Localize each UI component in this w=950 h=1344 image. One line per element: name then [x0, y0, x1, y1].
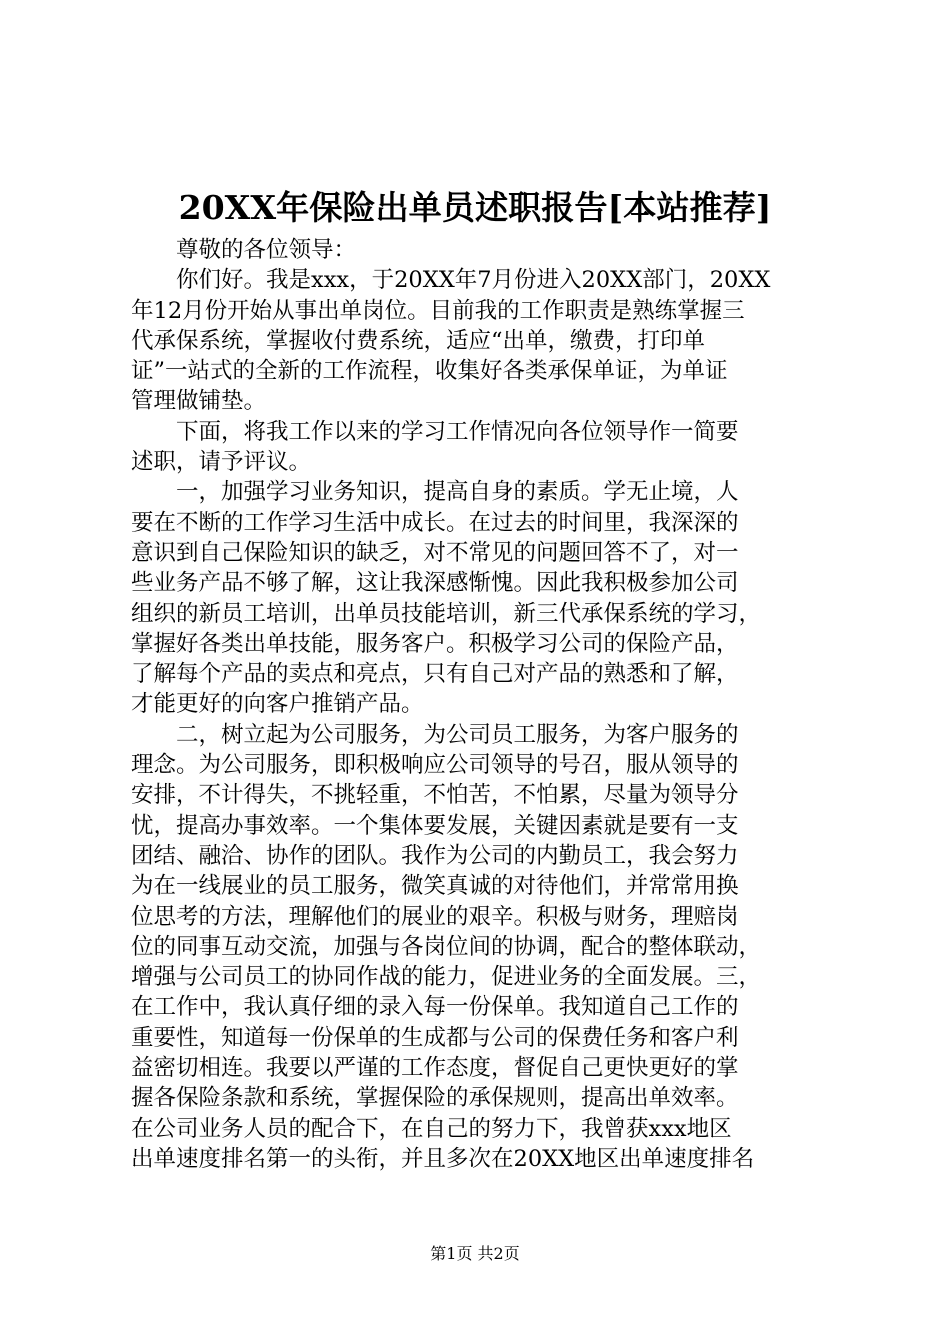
- body-line: 尊敬的各位领导：: [176, 237, 357, 263]
- body-line: 安排，不计得失，不挑轻重，不怕苦，不怕累，尽量为领导分: [131, 782, 739, 809]
- body-line: 了解每个产品的卖点和亮点，只有自己对产品的熟悉和了解，: [131, 661, 739, 688]
- body-line: 证”一站式的全新的工作流程，收集好各类承保单证，为单证: [131, 358, 728, 385]
- body-line: 在工作中，我认真仔细的录入每一份保单。我知道自己工作的: [131, 994, 739, 1021]
- document-title: 20XX年保险出单员述职报告[本站推荐]: [178, 188, 772, 227]
- body-line: 位思考的方法，理解他们的展业的艰辛。积极与财务，理赔岗: [131, 903, 739, 930]
- body-line: 位的同事互动交流，加强与各岗位间的协调，配合的整体联动，: [131, 933, 762, 960]
- body-line: 意识到自己保险知识的缺乏，对不常见的问题回答不了，对一: [131, 539, 739, 566]
- body-line: 二，树立起为公司服务，为公司员工服务，为客户服务的: [176, 721, 739, 748]
- document-body: [131, 235, 831, 1174]
- body-line: 管理做铺垫。: [131, 388, 267, 415]
- body-line: 掌握好各类出单技能，服务客户。积极学习公司的保险产品，: [131, 630, 739, 657]
- body-line: 你们好。我是xxx，于20XX年7月份进入20XX部门，20XX: [176, 267, 771, 294]
- body-line: 代承保系统，掌握收付费系统，适应“出单，缴费，打印单: [131, 327, 706, 354]
- body-line: 理念。为公司服务，即积极响应公司领导的号召，服从领导的: [131, 752, 739, 779]
- body-line: 增强与公司员工的协同作战的能力，促进业务的全面发展。三，: [131, 964, 762, 991]
- body-line: 一，加强学习业务知识，提高自身的素质。学无止境，人: [176, 479, 739, 506]
- body-line: 握各保险条款和系统，掌握保险的承保规则，提高出单效率。: [131, 1085, 739, 1112]
- body-line: 下面，将我工作以来的学习工作情况向各位领导作一简要: [176, 418, 739, 445]
- body-line: 要在不断的工作学习生活中成长。在过去的时间里，我深深的: [131, 509, 739, 536]
- body-line: 述职，请予评议。: [131, 449, 312, 476]
- body-line: 益密切相连。我要以严谨的工作态度，督促自己更快更好的掌: [131, 1055, 739, 1082]
- body-line: 为在一线展业的员工服务，微笑真诚的对待他们，并常常用换: [131, 873, 739, 900]
- body-line: 团结、融洽、协作的团队。我作为公司的内勤员工，我会努力: [131, 842, 739, 869]
- body-line: 些业务产品不够了解，这让我深感惭愧。因此我积极参加公司: [131, 570, 739, 597]
- body-line: 重要性，知道每一份保单的生成都与公司的保费任务和客户利: [131, 1024, 739, 1051]
- page-footer: 第1页 共2页: [430, 1244, 520, 1263]
- body-line: 组织的新员工培训，出单员技能培训，新三代承保系统的学习，: [131, 600, 762, 627]
- body-line: 才能更好的向客户推销产品。: [131, 691, 424, 718]
- body-line: 在公司业务人员的配合下，在自己的努力下，我曾获xxx地区: [131, 1115, 732, 1142]
- body-line: 出单速度排名第一的头衔，并且多次在20XX地区出单速度排名: [131, 1145, 755, 1172]
- body-line: 年12月份开始从事出单岗位。目前我的工作职责是熟练掌握三: [131, 297, 745, 324]
- body-line: 忧，提高办事效率。一个集体要发展，关键因素就是要有一支: [131, 812, 739, 839]
